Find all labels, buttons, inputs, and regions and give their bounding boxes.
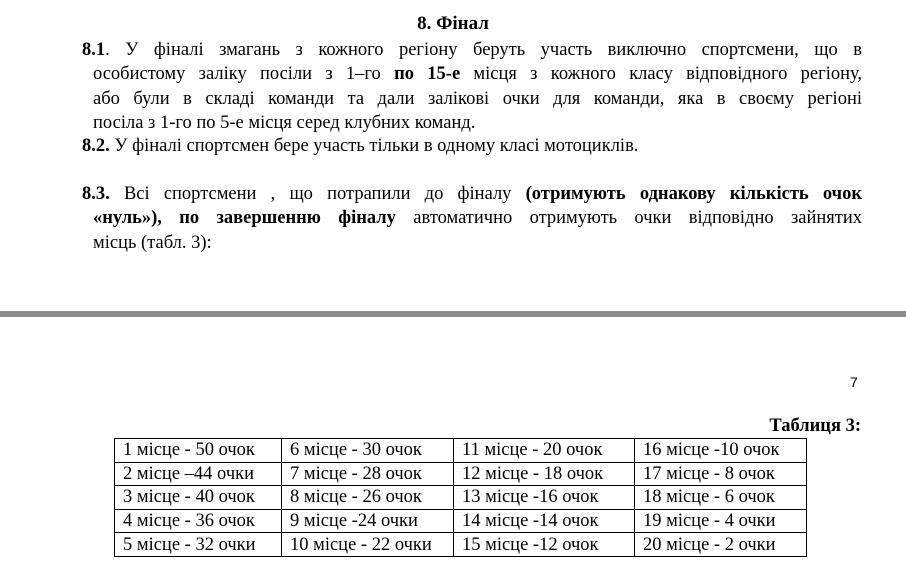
table-cell: 13 місце -16 очок <box>454 486 635 510</box>
table-cell: 18 місце - 6 очок <box>635 486 807 510</box>
table-cell: 4 місце - 36 очок <box>115 509 282 533</box>
page-break-divider <box>0 311 906 317</box>
table-cell: 7 місце - 28 очок <box>282 462 454 486</box>
p3-number: 8.3. <box>82 184 110 204</box>
table-cell: 10 місце - 22 очки <box>282 533 454 557</box>
p2-line-1: 8.2. У фіналі спортсмен бере участь тільки в одному класі мотоциклів. <box>82 136 639 156</box>
table-row <box>115 439 807 463</box>
table-cell: 16 місце -10 очок <box>635 439 807 463</box>
table-cell: 20 місце - 2 очки <box>635 533 807 557</box>
section-heading: 8. Фінал <box>417 13 489 34</box>
p1-line-2: особистому заліку посіли з 1–го по 15-е місця з кожного класу відповідного регіону, <box>93 64 863 85</box>
table-cell: 3 місце - 40 очок <box>115 486 282 510</box>
table-caption: Таблиця 3: <box>769 416 861 436</box>
table-cell: 14 місце -14 очок <box>454 509 635 533</box>
paragraph-8-3 <box>82 182 862 255</box>
table-cell: 12 місце - 18 очок <box>454 462 635 486</box>
table-cell: 6 місце - 30 очок <box>282 439 454 463</box>
paragraph-8-2 <box>82 134 862 158</box>
p1-line-4: посіла з 1-го по 5-е місця серед клубних команд. <box>93 112 476 133</box>
paragraph-8-1 <box>82 38 862 135</box>
table-cell: 19 місце - 4 очки <box>635 509 807 533</box>
points-table <box>114 438 807 557</box>
p3-line-1: 8.3. Всі спортсмени , що потрапили до фіналу (отримують однакову кількість очок <box>82 184 862 204</box>
table-cell: 1 місце - 50 очок <box>115 439 282 463</box>
p1-number: 8.1 <box>82 40 106 60</box>
table-row <box>115 533 807 557</box>
p1-line-3: або були в складі команди та дали залікові очки для команди, яка в своєму регіоні <box>93 88 862 109</box>
p3-line-2: «нуль»), по завершенню фіналу автоматично отримують очки відповідно зайнятих <box>93 208 863 229</box>
table-row <box>115 462 807 486</box>
p1-line-1: 8.1. У фіналі змагань з кожного регіону беруть участь виключно спортсмени, що в <box>82 40 862 60</box>
table-cell: 11 місце - 20 очок <box>454 439 635 463</box>
p2-number: 8.2. <box>82 136 110 156</box>
table-cell: 9 місце -24 очки <box>282 509 454 533</box>
table-cell: 8 місце - 26 очок <box>282 486 454 510</box>
table-cell: 5 місце - 32 очки <box>115 533 282 557</box>
table-cell: 17 місце - 8 очок <box>635 462 807 486</box>
table-cell: 2 місце –44 очки <box>115 462 282 486</box>
page-number: 7 <box>850 374 858 390</box>
table-cell: 15 місце -12 очок <box>454 533 635 557</box>
table-row <box>115 486 807 510</box>
p3-line-3: місць (табл. 3): <box>93 232 212 253</box>
table-row <box>115 509 807 533</box>
